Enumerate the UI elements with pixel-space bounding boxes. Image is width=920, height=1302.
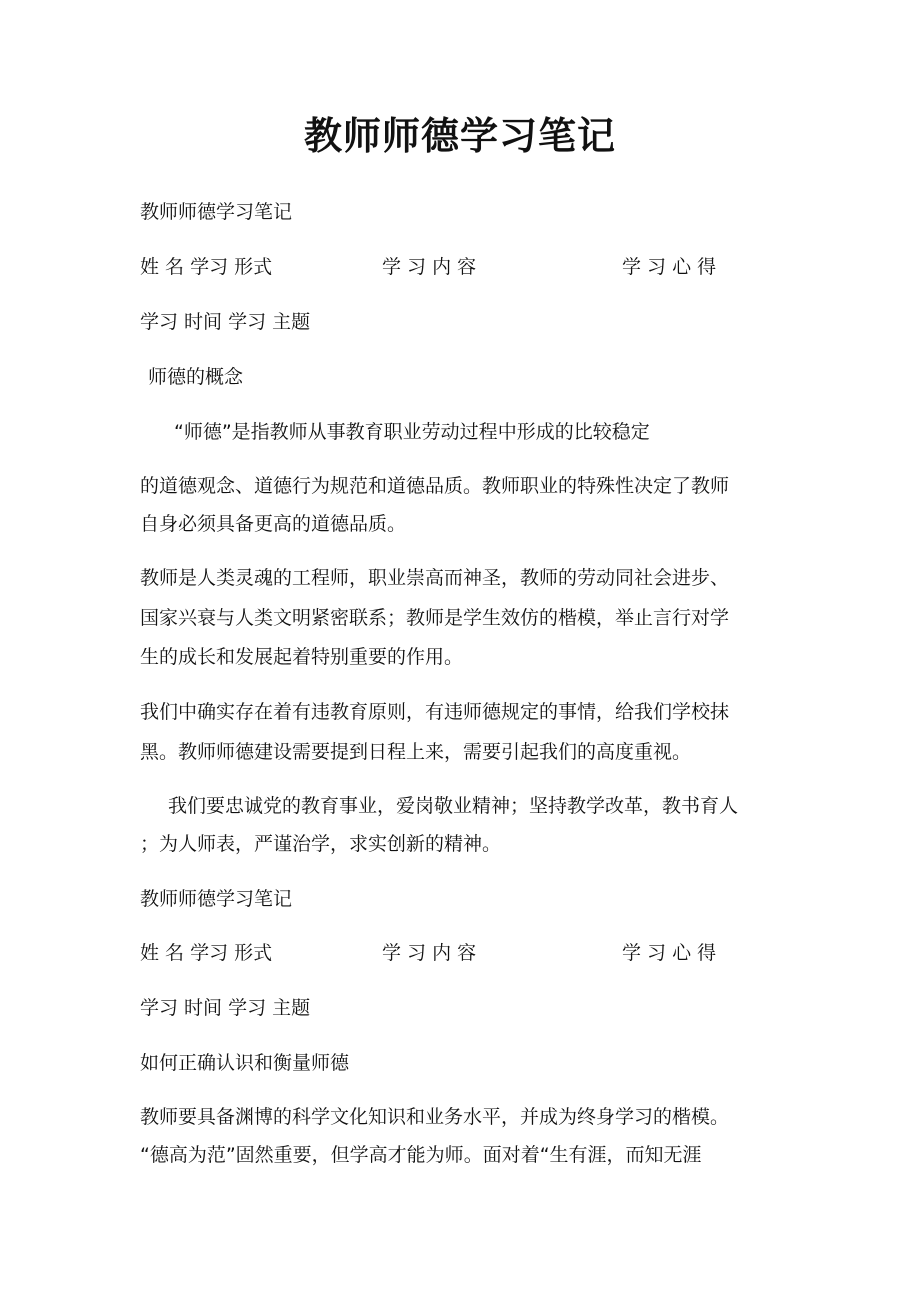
paragraph-line: 自身必须具备更高的道德品质。: [140, 513, 407, 535]
time-topic-label: 学习 时间 学习 主题: [140, 311, 311, 333]
paragraph-line: 教师要具备渊博的科学文化知识和业务水平，并成为终身学习的楷模。: [140, 1106, 730, 1128]
paragraph-line: “德高为范”固然重要，但学高才能为师。面对着“生有涯，而知无涯: [140, 1144, 702, 1166]
paragraph-line: 我们要忠诚党的教育事业，爱岗敬业精神；坚持教学改革，教书育人: [168, 795, 739, 817]
content-label: 学 习 内 容: [382, 256, 477, 278]
paragraph-line: “师德”是指教师从事教育职业劳动过程中形成的比较稳定: [174, 421, 650, 443]
document-title: 教师师德学习笔记: [303, 113, 616, 158]
paragraph-line: ；为人师表，严谨治学，求实创新的精神。: [140, 833, 502, 855]
paragraph-line: 生的成长和发展起着特别重要的作用。: [140, 646, 464, 668]
content-label: 学 习 内 容: [382, 942, 477, 964]
paragraph-line: 我们中确实存在着有违教育原则，有违师德规定的事情，给我们学校抹: [140, 701, 730, 723]
insight-label: 学 习 心 得: [622, 256, 717, 278]
paragraph-line: 黑。教师师德建设需要提到日程上来，需要引起我们的高度重视。: [140, 741, 692, 763]
form-row-header: [140, 255, 785, 279]
name-form-label: 姓 名 学习 形式: [140, 256, 273, 278]
paragraph-line: 的道德观念、道德行为规范和道德品质。教师职业的特殊性决定了教师: [140, 475, 730, 497]
section-heading: 教师师德学习笔记: [140, 201, 293, 223]
section-heading: 教师师德学习笔记: [140, 888, 293, 910]
paragraph-line: 国家兴衰与人类文明紧密联系；教师是学生效仿的楷模，举止言行对学: [140, 607, 730, 629]
topic-heading: 如何正确认识和衡量师德: [140, 1052, 350, 1074]
paragraph-line: 教师是人类灵魂的工程师，职业崇高而神圣，教师的劳动同社会进步、: [140, 567, 730, 589]
topic-heading: 师德的概念: [148, 366, 244, 388]
name-form-label: 姓 名 学习 形式: [140, 942, 273, 964]
insight-label: 学 习 心 得: [622, 942, 717, 964]
time-topic-label: 学习 时间 学习 主题: [140, 997, 311, 1019]
form-row-header: [140, 941, 785, 965]
